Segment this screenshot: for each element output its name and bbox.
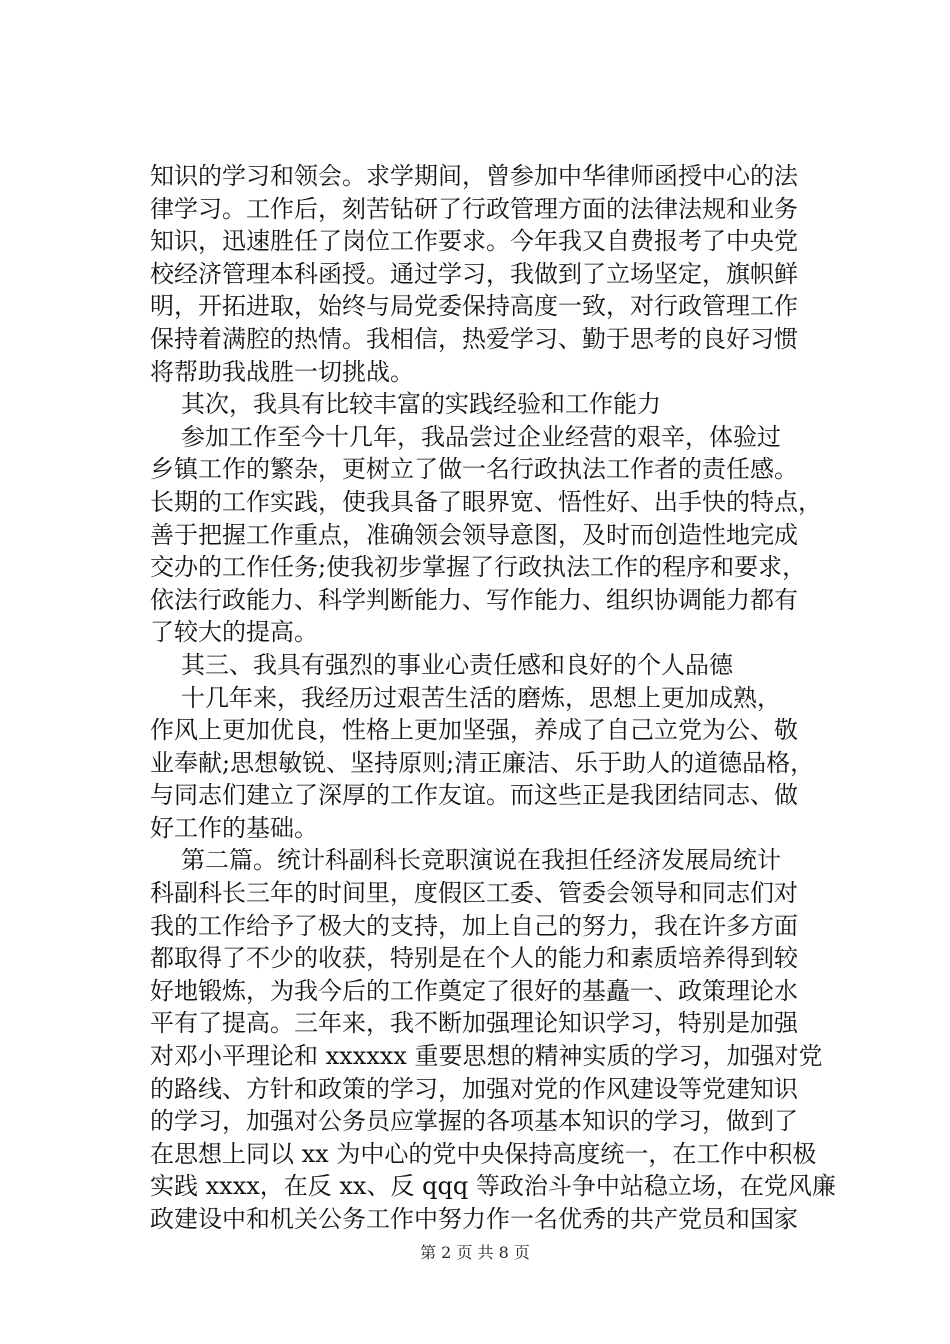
text-line: 校经济管理本科函授。通过学习，我做到了立场坚定，旗帜鲜: [150, 259, 798, 288]
text-line: 政建设中和机关公务工作中努力作一名优秀的共产党员和国家: [150, 1205, 798, 1233]
text-line: 十几年来，我经历过艰苦生活的磨炼，思想上更加成熟，: [181, 683, 781, 712]
text-line: 实践 xxxx，在反 xx、反 qqq 等政治斗争中站稳立场，在党风廉: [150, 1172, 836, 1201]
text-line: 依法行政能力、科学判断能力、写作能力、组织协调能力都有: [150, 585, 798, 614]
text-line: 律学习。工作后，刻苦钻研了行政管理方面的法律法规和业务: [150, 194, 798, 223]
text-line: 明，开拓进取，始终与局党委保持高度一致，对行政管理工作: [150, 292, 798, 321]
text-line: 科副科长三年的时间里，度假区工委、管委会领导和同志们对: [150, 879, 798, 908]
text-line: 知识，迅速胜任了岗位工作要求。今年我又自费报考了中央党: [150, 227, 798, 256]
text-line: 都取得了不少的收获，特别是在个人的能力和素质培养得到较: [150, 944, 798, 973]
text-line: 善于把握工作重点，准确领会领导意图，及时而创造性地完成: [150, 520, 798, 549]
text-line: 乡镇工作的繁杂，更树立了做一名行政执法工作者的责任感。: [150, 455, 798, 484]
text-line: 作风上更加优良，性格上更加坚强，养成了自己立党为公、敬: [150, 716, 798, 745]
text-line: 了较大的提高。: [150, 618, 318, 647]
text-line: 长期的工作实践，使我具备了眼界宽、悟性好、出手快的特点，: [150, 487, 822, 516]
page-footer: 第 2 页 共 8 页: [420, 1243, 530, 1262]
text-line: 平有了提高。三年来，我不断加强理论知识学习，特别是加强: [150, 1009, 798, 1038]
text-line: 与同志们建立了深厚的工作友谊。而这些正是我团结同志、做: [150, 781, 798, 810]
text-line: 参加工作至今十几年，我品尝过企业经营的艰辛，体验过: [181, 422, 781, 451]
text-line: 的学习，加强对公务员应掌握的各项基本知识的学习，做到了: [150, 1107, 798, 1136]
text-line: 第二篇。统计科副科长竞职演说在我担任经济发展局统计: [181, 846, 781, 875]
text-line: 的路线、方针和政策的学习，加强对党的作风建设等党建知识: [150, 1074, 798, 1103]
text-line: 业奉献;思想敏锐、坚持原则;清正廉洁、乐于助人的道德品格，: [150, 748, 815, 777]
text-line: 保持着满腔的热情。我相信，热爱学习、勤于思考的良好习惯: [150, 324, 798, 353]
text-line: 其三、我具有强烈的事业心责任感和良好的个人品德: [181, 650, 733, 679]
body-text: [150, 160, 840, 1236]
text-line: 其次，我具有比较丰富的实践经验和工作能力: [181, 390, 661, 419]
text-line: 在思想上同以 xx 为中心的党中央保持高度统一，在工作中积极: [150, 1139, 817, 1168]
text-line: 好工作的基础。: [150, 813, 318, 842]
text-line: 我的工作给予了极大的支持，加上自己的努力，我在许多方面: [150, 911, 798, 940]
text-line: 将帮助我战胜一切挑战。: [150, 357, 414, 386]
text-line: 好地锻炼，为我今后的工作奠定了很好的基矗一、政策理论水: [150, 976, 798, 1005]
text-line: 对邓小平理论和 xxxxxx 重要思想的精神实质的学习，加强对党: [150, 1042, 823, 1071]
text-line: 知识的学习和领会。求学期间，曾参加中华律师函授中心的法: [150, 162, 798, 190]
text-line: 交办的工作任务;使我初步掌握了行政执法工作的程序和要求，: [150, 553, 807, 582]
